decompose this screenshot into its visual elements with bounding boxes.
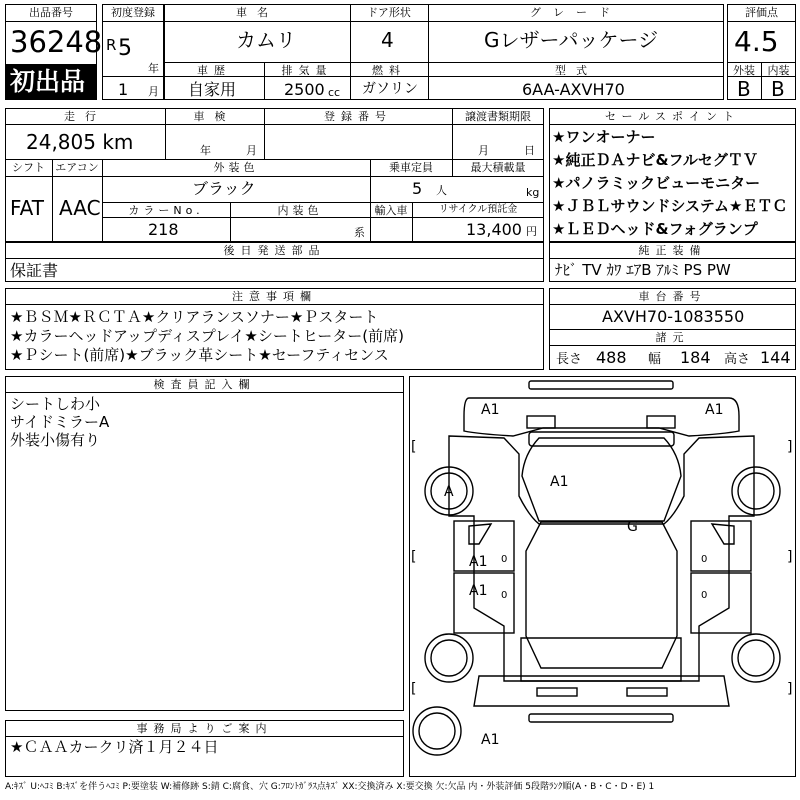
transfer-day-unit: 日 <box>524 144 535 157</box>
length-label: 長さ <box>556 352 583 367</box>
sales-point-1: ★ワンオーナー <box>552 128 656 146</box>
mark-zero-1: 0 <box>501 554 508 565</box>
color-no-label: カラーNo. <box>128 204 204 217</box>
width-value: 184 <box>680 348 711 367</box>
model-label: 型式 <box>555 64 597 77</box>
mark-zero-2: 0 <box>501 590 508 601</box>
length-value: 488 <box>596 348 627 367</box>
height-value: 144 <box>760 348 791 367</box>
sales-point-2: ★純正ＤＡナビ&フルセグＴＶ <box>552 151 758 169</box>
lot-label: 出品番号 <box>29 6 73 19</box>
bracket-left-1: [ <box>411 439 417 455</box>
import-label: 輸入車 <box>374 204 408 217</box>
recycle-unit: 円 <box>526 225 537 238</box>
bracket-left-2: [ <box>411 549 417 565</box>
shift-value: FAT <box>10 196 45 220</box>
score-label: 評価点 <box>745 6 778 19</box>
mark-zero-3: 0 <box>701 554 708 565</box>
grade-label: グレード <box>530 6 622 19</box>
int-color-unit: 系 <box>354 226 365 239</box>
month-unit: 月 <box>148 85 159 98</box>
mark-rear-right-body: G <box>627 519 638 535</box>
capacity-unit: 人 <box>436 184 447 197</box>
bracket-right-2: ] <box>787 549 793 565</box>
bracket-right-1: ] <box>787 439 793 455</box>
transfer-deadline-label: 譲渡書類期限 <box>465 110 531 123</box>
max-load-unit: kg <box>526 186 540 199</box>
displacement-unit: cc <box>328 86 341 99</box>
sales-point-4: ★ＪＢＬサウンドシステム★ＥＴＣ <box>552 197 788 215</box>
inspector-label: 検査員記入欄 <box>153 378 256 391</box>
note-line-3: ★Ｐシート(前席)★ブラック革シート★セーフティセンス <box>10 346 389 364</box>
car-diagram <box>409 376 796 777</box>
sales-points-label: セールスポイント <box>604 110 740 123</box>
fuel-label: 燃料 <box>372 64 406 77</box>
mileage-value: 24,805 km <box>26 130 134 154</box>
interior-label: 内装 <box>767 64 790 77</box>
inspection-year-unit: 年 <box>200 144 211 157</box>
max-load-label: 最大積載量 <box>470 161 526 174</box>
inspector-line-1: シートしわ小 <box>10 395 101 413</box>
note-line-2: ★カラーヘッドアップディスプレイ★シートヒーター(前席) <box>10 327 404 345</box>
note-line-1: ★ＢＳＭ★ＲＣＴＡ★クリアランスソナー★Ｐスタート <box>10 308 379 326</box>
first-listing-label: 初出品 <box>10 67 86 96</box>
equipment-label: 純正装備 <box>638 244 707 257</box>
color-no-value: 218 <box>148 220 179 239</box>
mark-zero-4: 0 <box>701 590 708 601</box>
first-reg-label: 初度登録 <box>111 6 155 19</box>
later-parts-label: 後日発送部品 <box>223 244 326 257</box>
door-label: ドア形状 <box>367 6 411 19</box>
inspection-month-unit: 月 <box>246 144 257 157</box>
ext-color-value: ブラック <box>192 179 256 198</box>
capacity-value: 5 <box>412 179 423 198</box>
mark-front-right: A1 <box>705 402 724 418</box>
chassis-value: AXVH70-1083550 <box>602 307 745 326</box>
inspector-line-2: サイドミラーA <box>10 413 110 431</box>
mark-left-rear-door: A1 <box>469 583 488 599</box>
bracket-right-3: ] <box>787 681 793 697</box>
inspection-label: 車検 <box>193 110 236 123</box>
exterior-score: B <box>737 77 751 101</box>
equipment-value: ﾅﾋﾞ TV ｶﾜ ｴｱB ｱﾙﾐ PS PW <box>555 261 731 279</box>
history-value: 自家用 <box>188 80 237 99</box>
displacement-label: 排気量 <box>281 64 333 77</box>
chassis-label: 車台番号 <box>638 290 707 303</box>
later-parts-value: 保証書 <box>10 261 59 280</box>
recycle-label: リサイクル預託金 <box>438 204 518 215</box>
score-value: 4.5 <box>734 25 779 58</box>
mark-left-front-door: A1 <box>469 554 488 570</box>
model-value: 6AA-AXVH70 <box>522 80 625 99</box>
legend: A:ｷｽﾞ U:ﾍｺﾐ B:ｷｽﾞを伴うﾍｺﾐ P:要塗装 W:補修跡 S:錆 C:腐食、穴 G:ﾌﾛﾝﾄｶﾞﾗｽ点ｷｽﾞ XX:交換済み X:要交換 欠:欠品 内・外装評価 5段階ﾗﾝｸ順(A・B・C・D・E) 1 <box>5 782 655 792</box>
mark-roof: A1 <box>550 474 569 490</box>
lot-number: 36248 <box>10 25 103 59</box>
details-box <box>5 108 544 242</box>
specs-label: 諸元 <box>655 331 690 344</box>
reg-month: 1 <box>118 80 129 99</box>
mileage-label: 走行 <box>64 110 106 123</box>
inspector-line-3: 外装小傷有り <box>10 431 101 449</box>
sales-point-5: ★ＬＥＤヘッド&フォグランプ <box>552 220 758 238</box>
exterior-label: 外装 <box>733 64 755 77</box>
office-label: 事務局よりご案内 <box>136 722 273 735</box>
grade-value: Gレザーパッケージ <box>484 28 659 52</box>
width-label: 幅 <box>648 352 662 367</box>
aircon-label: エアコン <box>55 161 99 174</box>
height-label: 高さ <box>724 352 751 367</box>
shift-label: シフト <box>12 161 45 174</box>
car-name: カムリ <box>236 28 296 52</box>
office-value: ★ＣＡＡカークリ済１月２４日 <box>10 738 219 756</box>
mark-rear-left: A1 <box>481 732 500 748</box>
door-value: 4 <box>381 28 394 52</box>
aircon-value: AAC <box>59 196 101 220</box>
sales-point-3: ★パノラミックビューモニター <box>552 174 761 192</box>
year-unit: 年 <box>148 62 159 75</box>
mark-front-left-tire: A <box>444 484 454 500</box>
registration-label: 登録番号 <box>324 110 392 123</box>
interior-score: B <box>771 77 785 101</box>
transfer-month-unit: 月 <box>478 144 489 157</box>
mark-front-left: A1 <box>481 402 500 418</box>
recycle-value: 13,400 <box>466 220 522 239</box>
reg-year: 5 <box>118 36 132 61</box>
history-label: 車歴 <box>197 64 231 77</box>
bracket-left-3: [ <box>411 681 417 697</box>
era: R <box>106 36 117 54</box>
notes-label: 注意事項欄 <box>232 290 317 303</box>
capacity-label: 乗車定員 <box>389 161 433 174</box>
fuel-value: ガソリン <box>362 81 418 97</box>
int-color-label: 内装色 <box>277 204 323 217</box>
ext-color-label: 外装色 <box>213 161 259 174</box>
displacement-value: 2500 <box>284 80 325 99</box>
car-name-label: 車名 <box>236 6 278 19</box>
